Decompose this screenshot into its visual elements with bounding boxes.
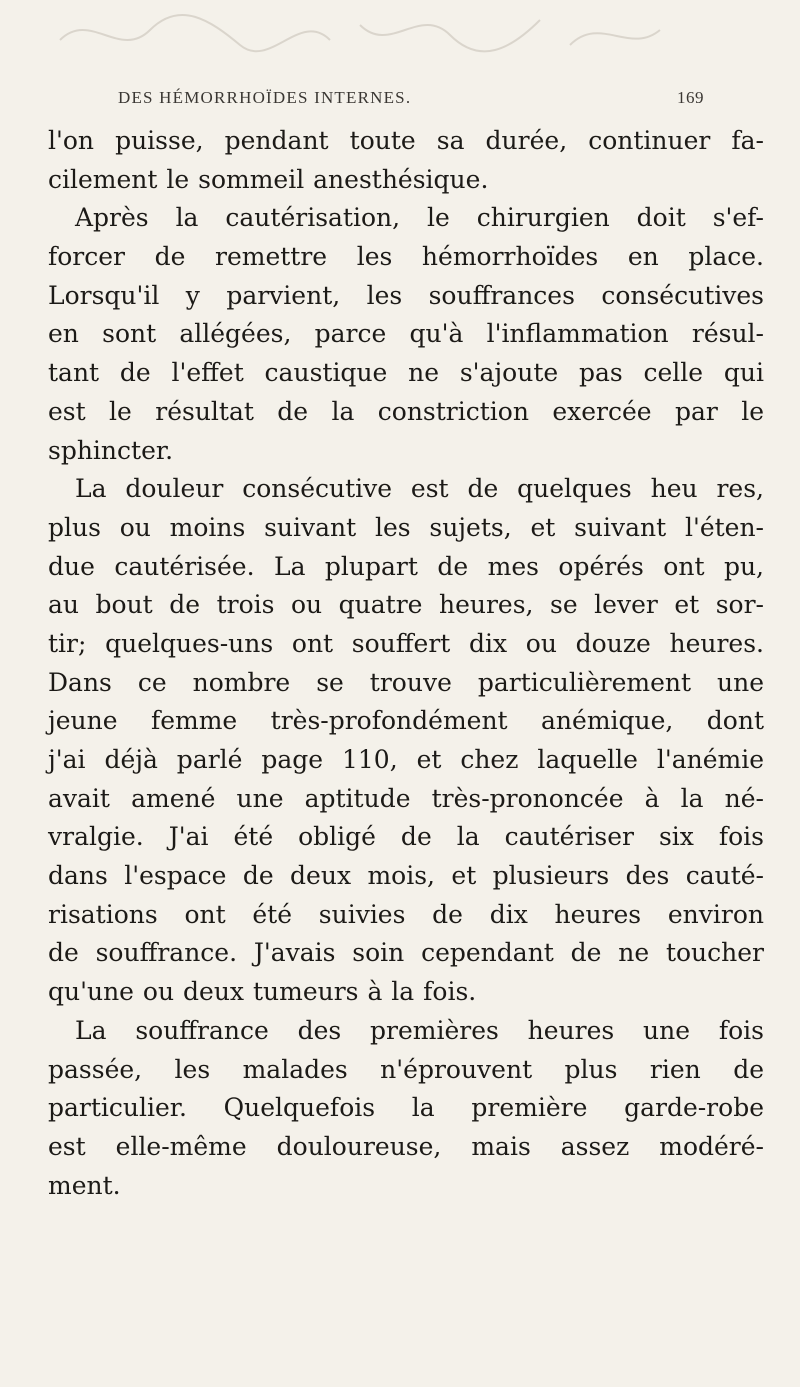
text-line: de souffrance. J'avais soin cependant de ne toucher xyxy=(48,938,764,968)
page-number: 169 xyxy=(677,88,704,107)
text-line: l'on puisse, pendant toute sa durée, continuer fa- xyxy=(48,126,764,155)
text-line: dans l'espace de deux mois, et plusieurs des cauté- xyxy=(48,861,764,891)
text-line: est le résultat de la constriction exercée par le xyxy=(48,396,764,426)
text-line: La souffrance des premières heures une fois xyxy=(75,1015,764,1045)
text-line: est elle-même douloureuse, mais assez modéré- xyxy=(48,1131,764,1161)
text-line: qu'une ou deux tumeurs à la fois. xyxy=(48,977,477,1007)
text-line: risations ont été suivies de dix heures environ xyxy=(48,899,764,929)
text-line: particulier. Quelquefois la première garde-robe xyxy=(48,1093,764,1123)
text-line: jeune femme très-profondément anémique, dont xyxy=(48,706,764,736)
text-line: Dans ce nombre se trouve particulièrement une xyxy=(48,667,764,697)
text-line: forcer de remettre les hémorrhoïdes en place. xyxy=(48,242,764,272)
running-head xyxy=(118,88,704,114)
text-line: j'ai déjà parlé page 110, et chez laquelle l'anémie xyxy=(48,745,764,774)
text-line: La douleur consécutive est de quelques heu res, xyxy=(75,474,764,504)
text-line: cilement le sommeil anesthésique. xyxy=(48,164,489,194)
text-line: Lorsqu'il y parvient, les souffrances consécutives xyxy=(48,280,764,310)
text-line: vralgie. J'ai été obligé de la cautériser six fois xyxy=(48,822,764,852)
text-line: en sont allégées, parce qu'à l'inflammation résul- xyxy=(48,319,764,349)
text-line: Après la cautérisation, le chirurgien doit s'ef- xyxy=(75,203,764,233)
bleed-through-handwriting xyxy=(0,0,800,80)
text-line: sphincter. xyxy=(48,435,174,465)
text-line: plus ou moins suivant les sujets, et suivant l'éten- xyxy=(48,512,764,542)
text-line: avait amené une aptitude très-prononcée à la né- xyxy=(48,783,764,813)
running-head-title: DES HÉMORRHOÏDES INTERNES. xyxy=(118,88,412,107)
body-text xyxy=(48,122,764,1205)
text-line: passée, les malades n'éprouvent plus rien de xyxy=(48,1054,764,1084)
text-line: tant de l'effet caustique ne s'ajoute pas celle qui xyxy=(48,358,764,388)
text-line: ment. xyxy=(48,1170,121,1200)
text-line: tir; quelques-uns ont souffert dix ou douze heures. xyxy=(48,628,764,658)
text-line: due cautérisée. La plupart de mes opérés ont pu, xyxy=(48,551,764,581)
text-line: au bout de trois ou quatre heures, se lever et sor- xyxy=(48,590,764,620)
